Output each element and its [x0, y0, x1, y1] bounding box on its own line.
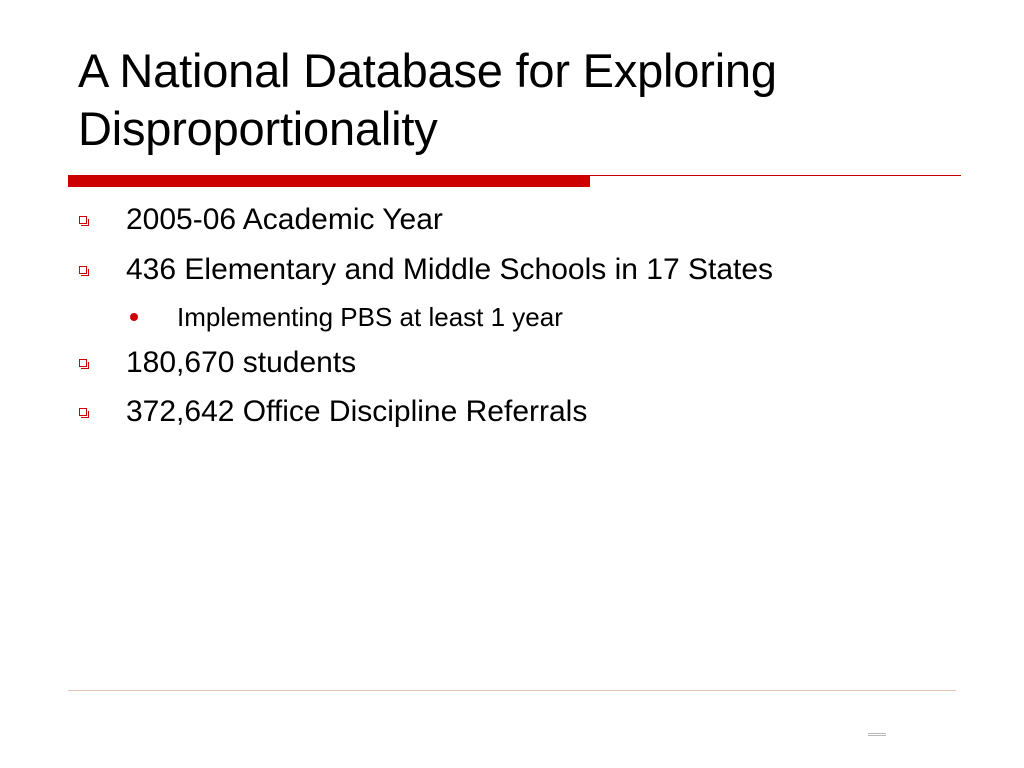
sub-bullet-item [177, 301, 563, 333]
footer-divider [68, 690, 956, 691]
title-underline-thin [590, 175, 961, 176]
bullet-text: 372,642 Office Discipline Referrals [126, 395, 588, 428]
bullet-item [126, 252, 773, 288]
checkbox-square-icon [79, 408, 87, 416]
bullet-text: 180,670 students [126, 346, 357, 379]
checkbox-square-icon [79, 359, 87, 367]
sub-bullet-text: Implementing PBS at least 1 year [177, 302, 563, 332]
bullet-text: 2005-06 Academic Year [126, 203, 443, 236]
bullet-text: 436 Elementary and Middle Schools in 17 States [126, 253, 774, 286]
slide-title: A National Database for Exploring Disproportionality [78, 44, 777, 155]
footer-logo-mark [868, 733, 886, 736]
bullet-item [126, 394, 587, 430]
bullet-item [126, 345, 356, 381]
title-underline-thick [68, 175, 590, 187]
checkbox-square-icon [79, 216, 87, 224]
bullet-item [126, 202, 443, 238]
checkbox-square-icon [79, 266, 87, 274]
filled-dot-icon [130, 313, 138, 321]
title-underline [68, 175, 961, 187]
